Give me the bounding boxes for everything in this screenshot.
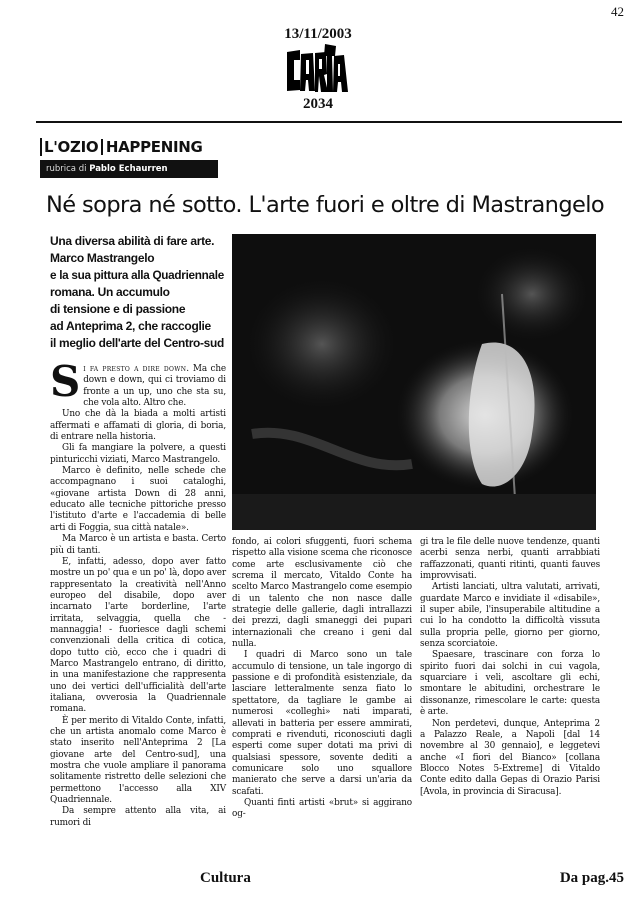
section-rubric	[40, 138, 203, 156]
article-paragraph	[50, 357, 226, 409]
drop-cap: S	[50, 357, 81, 406]
byline-author: Pablo Echaurren	[89, 164, 168, 174]
article-paragraph: Non perdetevi, dunque, Anteprima 2 a Palazzo Reale, a Napoli [dal 14 novembre al 30 gennaio], e leggetevi anche «I fiori del Bianco» [collana Blocco Notes 5-Extreme] di Vitaldo Conte edito dalla Gepas di Orazio Parisi [Avola, in provincia di Siracusa].	[420, 718, 600, 797]
article-paragraph: Quanti finti artisti «brut» si aggirano og-	[232, 797, 412, 820]
painting-photo	[232, 234, 596, 530]
article-column-3	[420, 537, 600, 798]
article-paragraph: E, infatti, adesso, dopo aver fatto mostre un po' qua e un po' là, dopo aver rappresentato la creatività nell'Anno europeo del disabile, dopo aver incarnato l'arte borderline, l'arte irritata, selvaggia, quella che - mannaggia! - fuoriesce dagli schemi convenzionali della critica di cotica, dopo tutto ciò, ecco che i quadri di Marco Mastrangelo entrano, di diritto, in una manifestazione che rappresenta uno dei vertici dell'ufficialità dell'arte italiana, ovverosia la Quadriennale romana.	[50, 556, 226, 715]
article-paragraph: Uno che dà la biada a molti artisti affermati e affamati di gloria, di boria, di entrare nella historia.	[50, 409, 226, 443]
article-paragraph: Gli fa mangiare la polvere, a questi pinturicchi viziati, Marco Mastrangelo.	[50, 443, 226, 465]
header-divider	[36, 121, 622, 123]
rubric-right: HAPPENING	[105, 138, 203, 156]
lede-line: di tensione e di passione	[50, 302, 186, 316]
page-number: 42	[611, 4, 624, 19]
article-title: Né sopra né sotto. L'arte fuori e oltre di Mastrangelo	[46, 192, 605, 218]
article-paragraph: fondo, ai colori sfuggenti, fuori schema rispetto alla visione scema che riconosce come arte esclusivamente ciò che screma il mercato, Vitaldo Conte ha scelto Marco Mastrangelo come esempio di un talento che non nasce dalle strategie delle gallerie, dagli intrallazzi dei prezzi, dagli smaneggi dei pupari internazionali che creano i geni dal nulla.	[232, 537, 412, 650]
article-column-2	[232, 537, 412, 821]
article-paragraph: Ma Marco è un artista e basta. Certo più di tanti.	[50, 534, 226, 556]
footer-continued: Da pag.45	[559, 870, 624, 886]
lede-line: Marco Mastrangelo	[50, 251, 155, 265]
article-column-1	[50, 357, 226, 829]
lede-line: Una diversa abilità di fare arte.	[50, 234, 215, 248]
lede-line: ad Anteprima 2, che raccoglie	[50, 319, 211, 333]
issue-number: 2034	[303, 96, 333, 112]
article-paragraph: gi tra le file delle nuove tendenze, quanti acerbi senza nerbi, quanti arrabbiati raffazzonati, quanti ritinti, quanti fauves improvvisati.	[420, 537, 600, 582]
rubric-separator	[101, 139, 103, 155]
byline-bar	[40, 160, 218, 178]
lede-line: romana. Un accumulo	[50, 285, 170, 299]
article-paragraph: Da sempre attento alla vita, ai rumori di	[50, 806, 226, 828]
article-paragraph: Marco è definito, nelle schede che accompagnano i suoi cataloghi, «giovane artista Down di 28 anni, educato alle tecniche pittoriche presso l'istituto d'arte e l'accademia di belle arti di Foggia, sua città natale».	[50, 466, 226, 533]
article-paragraph: Spaesare, trascinare con forza lo spirito fuori dai solchi in cui vagola, squarciare i veli, ascoltare gli echi, smontare le abitudini, orchestrare le dissonanze, rimescolare le carte: questa è arte.	[420, 650, 600, 718]
opening-text: Ma che down e down, qui ci troviamo di fronte a un up, uno che sta su, che vola alto. Altro che.	[83, 364, 226, 409]
article-paragraph: I quadri di Marco sono un tale accumulo di tensione, un tale ingorgo di passione e di profondità esistenziale, da lasciare letteralmente senza fiato lo spettatore, da tagliare le gambe ai numerosi «colleghi» nati imparati, allevati in batteria per essere ammirati, comprati e rivenduti, riconosciuti dagli esperti come super dotati ma privi di qualsiasi spessore, sovente dediti a comunicare solo uno squallore manierato che serve a darsi un'aria da scafati.	[232, 650, 412, 797]
opening-smallcaps: i fa presto a dire down.	[83, 364, 190, 374]
rubric-left: L'OZIO	[40, 138, 98, 156]
byline-prefix: rubrica di	[46, 164, 87, 174]
carta-logo	[286, 44, 348, 94]
lede-line: e la sua pittura alla Quadriennale	[50, 268, 224, 282]
lede-line: il meglio dell'arte del Centro-sud	[50, 336, 224, 350]
article-paragraph: È per merito di Vitaldo Conte, infatti, che un artista anomalo come Marco è stato inserito nell'Anteprima 2 [La giovane arte del Centro-sud], una mostra che vuole ampliare il panorama solitamente ristretto delle selezioni che permettono l'accesso alla XIV Quadriennale.	[50, 715, 226, 806]
publication-date: 13/11/2003	[284, 26, 352, 42]
footer-section: Cultura	[200, 870, 251, 886]
article-paragraph: Artisti lanciati, ultra valutati, arrivati, guardate Marco e invidiate il «disabile», il super abile, l'insuperabile altitudine a cui lo ha condotto la difficoltà vissuta sulla propria pelle, giorno per giorno, senza scorciatoie.	[420, 582, 600, 650]
article-lede	[50, 233, 226, 352]
